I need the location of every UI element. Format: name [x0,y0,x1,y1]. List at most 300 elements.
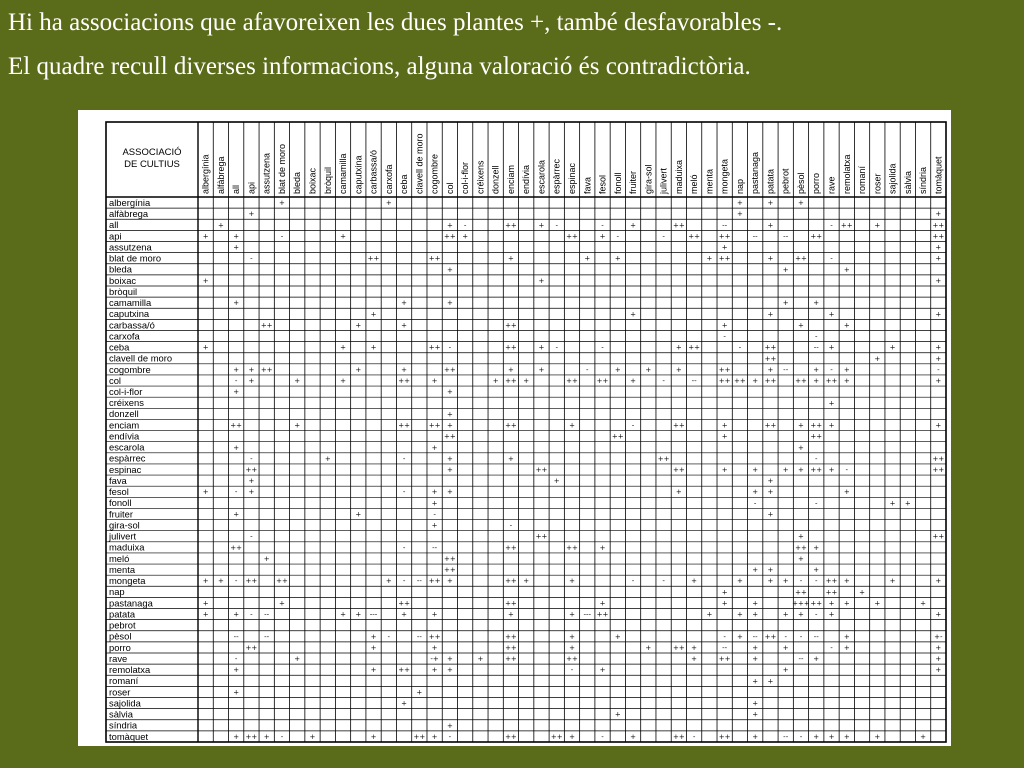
row-header: donzell [109,408,139,420]
row-header: ceba [109,341,130,353]
companion-planting-table-scan [78,110,951,746]
association-mark: - [234,488,238,497]
association-mark: + [431,443,438,452]
column-header: gira-sol [643,164,654,194]
association-mark: + [431,499,438,508]
association-mark: + [538,276,545,285]
association-mark: ++ [795,543,807,552]
association-mark: + [340,377,346,386]
association-mark: + [431,521,438,530]
association-mark: + [599,232,606,241]
association-mark: ++ [825,577,838,586]
association-mark: + [340,343,346,352]
association-mark: + [889,577,896,586]
association-mark: ++ [611,432,624,441]
association-mark: -- [783,732,789,741]
row-header: cogombre [109,363,151,375]
association-mark: + [798,532,804,541]
association-mark: ++ [444,432,456,441]
row-header: all [109,219,119,231]
column-header: fruiter [628,170,639,194]
association-mark: - [662,577,665,586]
association-mark: ++ [505,343,517,352]
association-mark: + [233,365,240,374]
column-header: nap [734,178,745,194]
association-mark: + [523,577,530,586]
association-mark: + [843,377,850,386]
association-mark: + [462,232,469,241]
association-mark: - [387,632,391,641]
association-mark: + [843,577,850,586]
association-mark: -- [783,365,789,374]
row-header: fruiter [109,508,133,520]
association-mark: ++ [444,566,456,575]
association-mark: ++ [505,221,517,230]
association-mark: +++ [792,599,810,608]
association-mark: + [263,554,270,563]
row-header: pèsol [109,630,132,642]
association-mark: + [828,610,835,619]
row-header: camamilla [109,297,152,309]
association-mark: + [721,421,728,430]
association-mark: + [767,510,774,519]
column-header: menta [704,168,715,194]
association-mark: ++ [932,532,945,541]
association-mark: - [402,577,406,586]
association-mark: ++ [825,588,838,597]
association-mark: ++ [505,377,517,386]
association-mark: + [569,577,575,586]
column-header: carbassa/ó [368,149,379,194]
association-mark: + [599,666,606,675]
association-mark: + [538,365,545,374]
column-header: pebrot [780,168,791,194]
association-mark: - [631,421,635,430]
association-mark: ++ [718,254,731,263]
association-mark: -- [264,632,270,641]
association-mark: + [828,343,835,352]
association-mark: + [843,643,850,652]
association-mark: + [401,299,408,308]
association-mark: ++ [810,432,823,441]
association-mark: -- [813,343,819,352]
association-mark: ++ [444,554,456,563]
column-header: blat de moro [276,143,287,194]
association-mark: + [202,232,209,241]
column-header: roser [872,173,883,194]
column-header: col [444,182,455,194]
association-mark: + [401,699,408,708]
association-mark: + [935,276,942,285]
association-mark: - [601,221,604,230]
row-header: alfàbrega [109,208,149,220]
association-mark: + [446,265,453,274]
row-header: gira-sol [109,519,140,531]
association-mark: + [843,599,850,608]
association-mark: - [433,510,436,519]
association-mark: - [738,343,742,352]
association-mark: - [692,732,696,741]
row-header: escarola [109,441,145,453]
column-header: fava [582,176,593,194]
association-mark: ++ [825,377,838,386]
column-header: tomàquet [933,156,944,194]
association-mark: ++ [672,732,685,741]
association-mark: ++ [260,321,273,330]
row-header: caputxina [109,308,150,320]
column-header: sajolida [887,163,898,194]
association-mark: ++ [596,377,609,386]
row-header: tomàquet [109,730,149,742]
association-mark: + [538,343,545,352]
row-header: endívia [109,430,140,442]
association-mark: + [767,566,774,575]
association-mark: ++ [795,588,807,597]
column-header: ceba [399,174,410,194]
association-mark: - [814,499,818,508]
association-mark: - [402,454,406,463]
association-mark: - [830,643,833,652]
column-header: síndria [918,166,929,194]
association-mark: - [555,343,559,352]
association-mark: - [814,610,818,619]
association-mark: ++ [413,732,426,741]
association-mark: - [723,632,726,641]
association-mark: + [752,610,759,619]
association-mark: - [585,365,589,374]
association-mark: + [843,365,850,374]
association-mark: + [828,466,835,474]
association-mark: + [767,221,774,230]
association-mark: + [782,299,789,308]
association-mark: - [723,332,726,341]
association-mark: + [279,599,285,608]
association-mark: ++ [398,421,410,430]
association-mark: + [233,299,240,308]
association-mark: + [614,365,621,374]
row-header: remolatxa [109,664,151,676]
association-mark: ++ [245,466,258,474]
association-mark: + [691,577,698,586]
association-mark: - [280,732,284,741]
association-mark: + [248,477,255,486]
column-header: carxofa [383,164,394,194]
row-header: albergínia [109,196,151,208]
association-mark: - [402,543,406,552]
column-header: endívia [521,164,532,194]
column-header: pastanaga [750,151,761,194]
row-header: clavell de moro [109,352,173,364]
association-mark: -- [264,610,270,619]
association-mark: + [294,655,301,664]
column-header: remolatxa [841,154,852,194]
column-header: fonoll [612,172,623,194]
association-mark: + [935,610,942,619]
association-mark: -- [416,632,422,641]
association-mark: - [830,254,833,263]
association-mark: ++ [505,421,517,430]
column-header: mongeta [719,158,730,194]
column-header: boixac [307,167,318,194]
association-mark: - [250,454,253,463]
association-mark: + [248,210,255,219]
association-mark: ++ [840,221,853,230]
association-mark: + [843,321,850,330]
row-header: espinac [109,463,142,475]
association-mark: + [233,443,240,452]
association-mark: ++ [505,643,517,652]
association-mark: ++ [398,599,410,608]
column-header: caputxina [353,155,364,194]
association-mark: + [569,610,575,619]
association-mark: ++ [398,666,410,675]
association-mark: + [401,321,408,330]
association-mark: + [263,732,270,741]
association-mark: + [370,310,377,319]
association-mark: + [706,254,713,263]
association-mark: + [202,610,209,619]
row-header: mongeta [109,575,146,587]
association-mark: + [309,732,316,741]
association-mark: + [935,343,942,352]
association-mark: ++ [688,232,700,241]
association-mark: + [370,343,377,352]
column-header: enciam [505,164,516,194]
association-mark: - [799,632,803,641]
column-header: albergínia [200,154,211,194]
row-header: sàlvia [109,708,133,720]
row-header: bròquil [109,285,138,297]
association-mark: -- [233,632,239,641]
association-mark: + [202,488,209,497]
association-mark: + [630,310,636,319]
association-mark: + [767,310,774,319]
association-mark: + [614,710,621,719]
association-mark: + [828,399,835,408]
association-mark: + [843,732,850,741]
association-mark: ++ [596,610,609,619]
association-mark: + [202,276,209,285]
association-mark: -+ [430,655,439,664]
association-mark: - [509,521,513,530]
row-header: créixens [109,397,144,409]
row-header: carxofa [109,330,140,342]
association-mark: ++ [718,232,731,241]
association-mark: - [250,532,253,541]
association-mark: - [250,610,253,619]
row-header: enciam [109,419,140,431]
association-mark: ++ [367,254,380,263]
association-mark: + [645,643,652,652]
association-mark: + [233,732,240,741]
association-mark: + [340,232,346,241]
association-mark: + [233,232,240,241]
association-mark: + [752,466,759,474]
association-mark: ++ [505,321,517,330]
association-mark: + [767,577,774,586]
association-mark: ++ [672,221,685,230]
association-mark: + [446,299,453,308]
association-mark: + [935,243,942,252]
association-mark: + [935,254,942,263]
association-mark: + [630,732,636,741]
association-mark: + [446,221,453,230]
association-mark: -- [722,221,728,230]
association-grid [78,110,951,746]
row-header: col [109,374,121,386]
association-mark: ++ [795,254,807,263]
association-mark: + [920,732,927,741]
column-header: camamilla [338,153,349,194]
row-header: meló [109,552,130,564]
association-mark: + [843,265,850,274]
association-mark: + [446,388,453,397]
association-mark: ++ [688,343,700,352]
association-mark: - [937,365,940,374]
association-mark: + [859,588,865,597]
column-header: bleda [292,171,303,194]
association-mark: + [431,488,438,497]
association-mark: ++ [505,543,517,552]
association-mark: + [446,466,453,474]
association-mark: ++ [245,643,258,652]
association-mark: ++ [672,466,685,474]
association-mark: + [446,410,453,419]
association-mark: + [721,243,728,252]
association-mark: + [767,365,774,374]
association-mark: ++ [535,532,548,541]
association-mark: + [767,488,774,497]
association-mark: + [202,343,209,352]
association-mark: + [813,566,820,575]
association-mark: - [234,577,238,586]
association-mark: - [830,365,833,374]
column-header: espàrrec [551,158,562,194]
association-mark: + [553,477,560,486]
column-header: fesol [597,174,608,194]
association-mark: + [675,343,682,352]
column-header: col-i-flor [460,161,471,194]
association-mark: + [828,310,835,319]
association-mark: + [874,732,881,741]
association-mark: + [721,599,728,608]
association-mark: + [340,610,346,619]
association-mark: - [631,577,635,586]
column-header: bròquil [322,166,333,194]
association-mark: + [508,610,514,619]
association-mark: ++ [428,632,441,641]
association-mark: ++ [230,421,243,430]
association-mark: + [446,421,453,430]
row-header: sajolida [109,697,141,709]
association-mark: + [523,377,530,386]
association-mark: + [569,643,575,652]
association-mark: + [691,655,698,664]
association-mark: + [599,543,606,552]
association-mark: + [752,643,759,652]
association-mark: + [782,265,789,274]
column-header: maduixa [673,159,684,194]
association-mark: + [752,677,759,686]
association-mark: + [798,554,804,563]
association-mark: - [601,343,604,352]
association-mark: ++ [398,377,410,386]
association-mark: + [355,610,362,619]
association-mark: + [431,732,438,741]
row-header: porro [109,641,131,653]
association-mark: + [813,365,820,374]
association-mark: ++ [230,543,243,552]
association-mark: + [233,610,240,619]
association-mark: -- [752,232,758,241]
association-mark: + [431,643,438,652]
association-mark: ++ [718,732,731,741]
association-mark: ++ [764,421,777,430]
association-mark: ++ [810,232,823,241]
column-header: cogombre [429,153,440,194]
association-mark: ++ [428,343,441,352]
association-mark: + [248,365,255,374]
association-mark: + [721,432,728,441]
association-mark: + [935,655,942,664]
row-header: menta [109,563,136,575]
association-mark: + [538,221,545,230]
row-header: api [109,230,122,242]
association-mark: - [555,221,559,230]
association-mark: - [799,577,803,586]
association-mark: + [385,577,392,586]
association-mark: ++ [672,643,685,652]
association-mark: +- [934,632,943,641]
row-header: assutzena [109,241,152,253]
association-mark: + [782,643,789,652]
slide-title-line-1: Hi ha associacions que afavoreixen les dues plantes +, també desfavorables -. [8,9,783,36]
column-header: escarola [536,159,547,194]
row-header: fesol [109,486,129,498]
association-mark: + [767,677,774,686]
association-mark: ++ [566,377,578,386]
row-header: nap [109,586,125,598]
association-mark: + [279,199,285,208]
association-mark: -- [783,232,789,241]
association-mark: + [813,377,820,386]
association-mark: + [233,688,240,697]
association-mark: + [202,599,209,608]
row-header: boixac [109,274,137,286]
column-header: sàlvia [902,170,913,194]
association-mark: ++ [810,599,823,608]
association-mark: + [217,577,224,586]
association-mark: + [782,466,789,474]
association-mark: ++ [764,632,777,641]
association-mark: ++ [764,377,777,386]
association-mark: + [798,610,804,619]
association-mark: -- [691,377,697,386]
association-mark: + [416,688,423,697]
association-mark: + [614,254,621,263]
association-mark: ++ [245,577,258,586]
association-mark: + [828,599,835,608]
association-mark: + [446,721,453,730]
association-mark: + [828,421,835,430]
association-mark: + [569,632,575,641]
association-mark: - [753,499,757,508]
association-mark: -- [432,543,438,552]
association-mark: + [569,732,575,741]
association-mark: + [767,254,774,263]
association-mark: + [935,666,942,675]
association-mark: + [370,732,377,741]
